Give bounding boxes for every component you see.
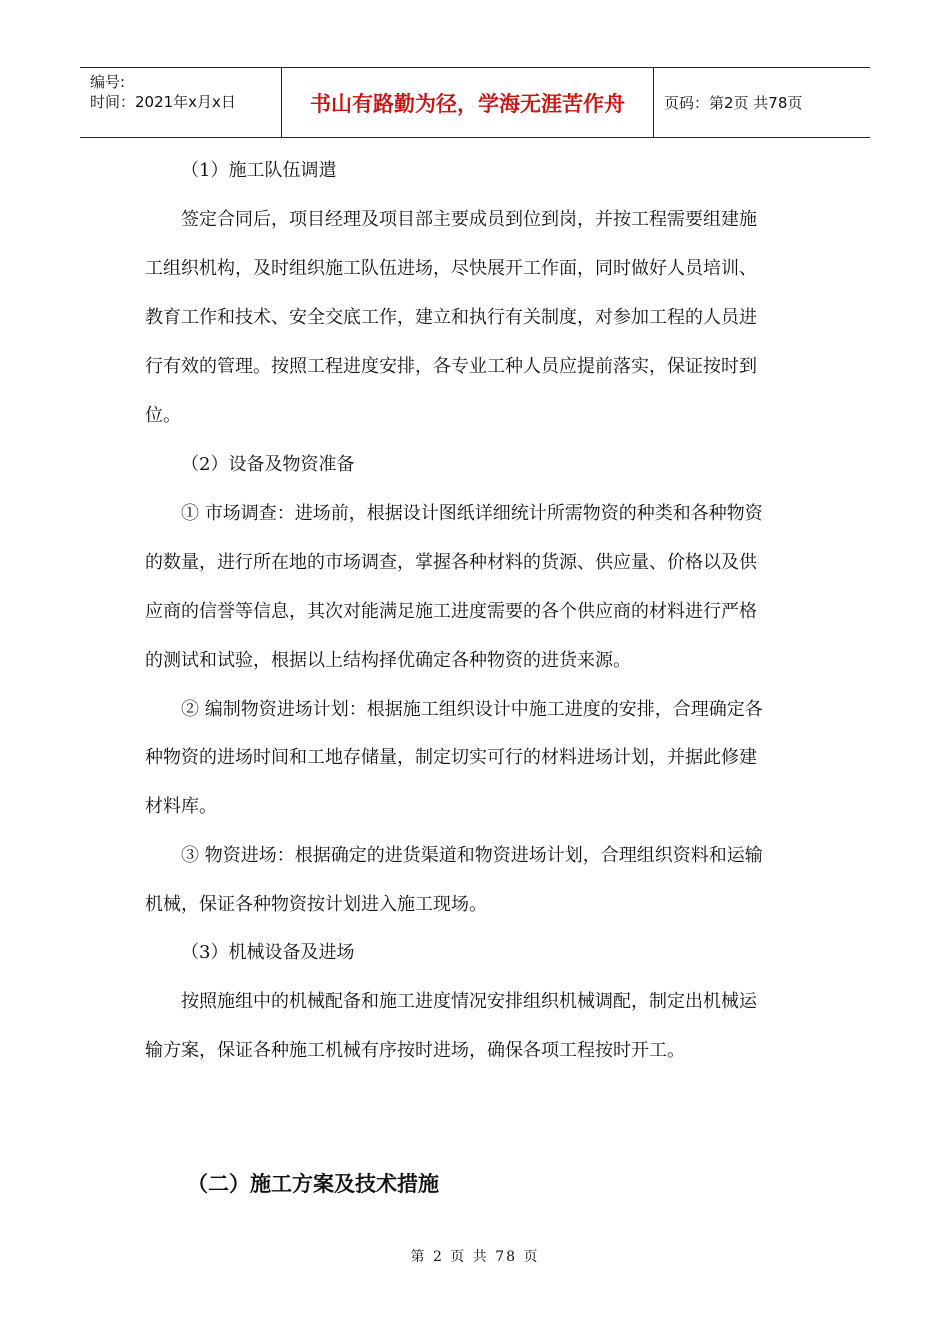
document-date: 时间：2021年x月x日 (90, 93, 236, 111)
paragraph-line: 输方案，保证各种施工机械有序按时进场，确保各项工程按时开工。 (145, 1040, 685, 1061)
paragraph-line: 机械，保证各种物资按计划进入施工现场。 (145, 894, 487, 915)
header-meta (80, 68, 282, 137)
section-heading: （二）施工方案及技术措施 (187, 1172, 439, 1196)
subheading-3: （3）机械设备及进场 (181, 942, 355, 963)
paragraph-line: 工组织机构，及时组织施工队伍进场，尽快展开工作面，同时做好人员培训、 (145, 258, 757, 279)
paragraph-line: 应商的信誉等信息，其次对能满足施工进度需要的各个供应商的材料进行严格 (145, 601, 757, 622)
paragraph-line: 材料库。 (145, 796, 217, 817)
header-motto (282, 68, 654, 137)
paragraph-line: ③ 物资进场：根据确定的进货渠道和物资进场计划，合理组织资料和运输 (181, 845, 763, 866)
paragraph-line: 签定合同后，项目经理及项目部主要成员到位到岗，并按工程需要组建施 (181, 209, 757, 230)
document-number-label: 编号: (90, 73, 126, 91)
page-info-text: 页码：第2页 共78页 (664, 94, 803, 112)
paragraph-line: 的数量，进行所在地的市场调查，掌握各种材料的货源、供应量、价格以及供 (145, 552, 757, 573)
header-page-info (654, 68, 870, 137)
paragraph-line: 的测试和试验，根据以上结构择优确定各种物资的进货来源。 (145, 650, 631, 671)
paragraph-line: ② 编制物资进场计划：根据施工组织设计中施工进度的安排，合理确定各 (181, 699, 763, 720)
subheading-2: （2）设备及物资准备 (181, 454, 355, 475)
paragraph-line: 行有效的管理。按照工程进度安排，各专业工种人员应提前落实，保证按时到 (145, 356, 757, 377)
paragraph-line: ① 市场调查：进场前，根据设计图纸详细统计所需物资的种类和各种物资 (181, 503, 763, 524)
paragraph-line: 种物资的进场时间和工地存储量，制定切实可行的材料进场计划，并据此修建 (145, 747, 757, 768)
page-header (80, 67, 870, 138)
page-footer: 第 2 页 共 78 页 (410, 1249, 540, 1265)
paragraph-line: 教育工作和技术、安全交底工作，建立和执行有关制度，对参加工程的人员进 (145, 307, 757, 328)
paragraph-line: 按照施组中的机械配备和施工进度情况安排组织机械调配，制定出机械运 (181, 991, 757, 1012)
motto-text: 书山有路勤为径，学海无涯苦作舟 (310, 91, 625, 116)
subheading-1: （1）施工队伍调遣 (181, 160, 337, 181)
paragraph-line: 位。 (145, 405, 181, 426)
